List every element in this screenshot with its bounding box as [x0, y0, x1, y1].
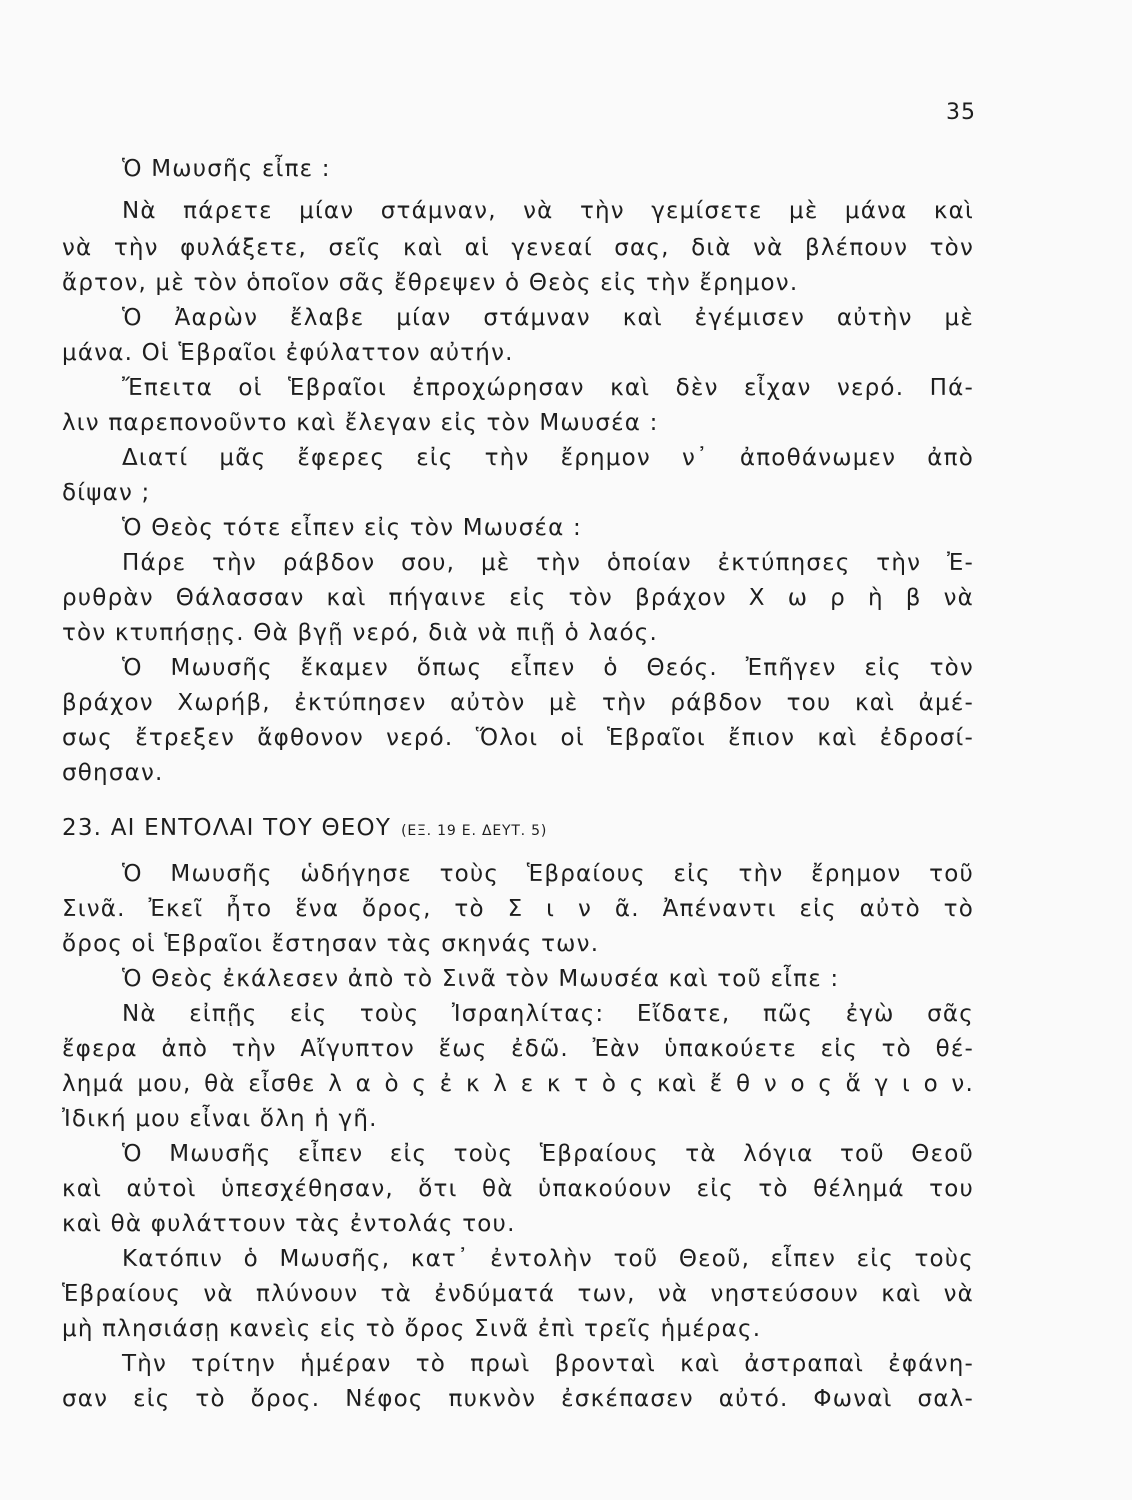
- text-line: Ὁ Θεὸς τότε εἶπεν εἰς τὸν Μωυσέα :: [122, 515, 582, 541]
- text-line: Διατί μᾶς ἔφερες εἰς τὴν ἔρημον ν᾿ ἀποθάνωμεν ἀπὸ: [122, 445, 974, 471]
- text-line: Τὴν τρίτην ἡμέραν τὸ πρωὶ βρονταὶ καὶ ἀστραπαὶ ἐφάνη-: [122, 1351, 974, 1377]
- text-line: καὶ αὐτοὶ ὑπεσχέθησαν, ὅτι θὰ ὑπακούουν εἰς τὸ θέλημά του: [62, 1176, 974, 1202]
- section-heading: [62, 814, 547, 845]
- text-line: Ἔπειτα οἱ Ἑβραῖοι ἐπροχώρησαν καὶ δὲν εἶχαν νερό. Πά-: [122, 375, 974, 401]
- text-line: Νὰ πάρετε μίαν στάμναν, νὰ τὴν γεμίσετε μὲ μάνα καὶ: [122, 198, 974, 224]
- text-line: ἄρτον, μὲ τὸν ὁποῖον σᾶς ἔθρεψεν ὁ Θεὸς εἰς τὴν ἔρημον.: [62, 270, 799, 296]
- section-heading-title: 23. ΑΙ ΕΝΤΟΛΑΙ ΤΟΥ ΘΕΟΥ: [62, 815, 392, 841]
- text-line: σθησαν.: [62, 760, 164, 786]
- text-line: μάνα. Οἱ Ἑβραῖοι ἐφύλαττον αὐτήν.: [62, 340, 514, 366]
- section-heading-reference: (ΕΞ. 19 Ε. ΔΕΥΤ. 5): [401, 823, 548, 839]
- text-line: βράχον Χωρήβ, ἐκτύπησεν αὐτὸν μὲ τὴν ράβδον του καὶ ἀμέ-: [62, 690, 974, 716]
- text-line: ὄρος οἱ Ἑβραῖοι ἔστησαν τὰς σκηνάς των.: [62, 931, 600, 957]
- text-line: δίψαν ;: [62, 480, 151, 506]
- text-line: Ὁ Θεὸς ἐκάλεσεν ἀπὸ τὸ Σινᾶ τὸν Μωυσέα καὶ τοῦ εἶπε :: [122, 966, 840, 992]
- text-line: ἔφερα ἀπὸ τὴν Αἴγυπτον ἕως ἐδῶ. Ἐὰν ὑπακούετε εἰς τὸ θέ-: [62, 1036, 974, 1062]
- text-line: νὰ τὴν φυλάξετε, σεῖς καὶ αἱ γενεαί σας, διὰ νὰ βλέπουν τὸν: [62, 235, 974, 261]
- text-line: σαν εἰς τὸ ὄρος. Νέφος πυκνὸν ἐσκέπασεν αὐτό. Φωναὶ σαλ-: [62, 1386, 974, 1412]
- text-line: λημά μου, θὰ εἶσθε λ α ὸ ς ἐ κ λ ε κ τ ὸ ς καὶ ἔ θ ν ο ς ἅ γ ι ο ν.: [62, 1071, 974, 1097]
- text-line: ρυθρὰν Θάλασσαν καὶ πήγαινε εἰς τὸν βράχον Χ ω ρ ὴ β νὰ: [62, 585, 974, 611]
- text-line: Ὁ Μωυσῆς εἶπεν εἰς τοὺς Ἑβραίους τὰ λόγια τοῦ Θεοῦ: [122, 1141, 974, 1167]
- text-line: Κατόπιν ὁ Μωυσῆς, κατ᾿ ἐντολὴν τοῦ Θεοῦ, εἶπεν εἰς τοὺς: [122, 1246, 974, 1272]
- text-line: Ὁ Μωυσῆς εἶπε :: [122, 156, 331, 182]
- text-line: Σινᾶ. Ἐκεῖ ἦτο ἕνα ὄρος, τὸ Σ ι ν ᾶ. Ἀπέναντι εἰς αὐτὸ τὸ: [62, 896, 974, 922]
- text-line: σως ἔτρεξεν ἄφθονον νερό. Ὅλοι οἱ Ἑβραῖοι ἔπιον καὶ ἐδροσί-: [62, 725, 974, 751]
- text-line: Πάρε τὴν ράβδον σου, μὲ τὴν ὁποίαν ἐκτύπησες τὴν Ἐ-: [122, 550, 974, 576]
- text-line: Ἑβραίους νὰ πλύνουν τὰ ἐνδύματά των, νὰ νηστεύσουν καὶ νὰ: [62, 1281, 974, 1307]
- text-line: μὴ πλησιάσῃ κανεὶς εἰς τὸ ὄρος Σινᾶ ἐπὶ τρεῖς ἡμέρας.: [62, 1316, 762, 1342]
- text-line: τὸν κτυπήσῃς. Θὰ βγῇ νερό, διὰ νὰ πιῇ ὁ λαός.: [62, 620, 659, 646]
- text-line: Ὁ Ἀαρὼν ἔλαβε μίαν στάμναν καὶ ἐγέμισεν αὐτὴν μὲ: [122, 305, 974, 331]
- text-line: Ὁ Μωυσῆς ὡδήγησε τοὺς Ἑβραίους εἰς τὴν ἔρημον τοῦ: [122, 861, 974, 887]
- text-line: λιν παρεπονοῦντο καὶ ἔλεγαν εἰς τὸν Μωυσέα :: [62, 410, 659, 436]
- text-line: Ὁ Μωυσῆς ἔκαμεν ὅπως εἶπεν ὁ Θεός. Ἐπῆγεν εἰς τὸν: [122, 655, 974, 681]
- text-line: καὶ θὰ φυλάττουν τὰς ἐντολάς του.: [62, 1211, 516, 1237]
- page-number: 35: [946, 100, 976, 125]
- text-line: Νὰ εἰπῇς εἰς τοὺς Ἰσραηλίτας: Εἴδατε, πῶς ἐγὼ σᾶς: [122, 1001, 974, 1027]
- text-line: Ἰδική μου εἶναι ὅλη ἡ γῆ.: [62, 1106, 378, 1132]
